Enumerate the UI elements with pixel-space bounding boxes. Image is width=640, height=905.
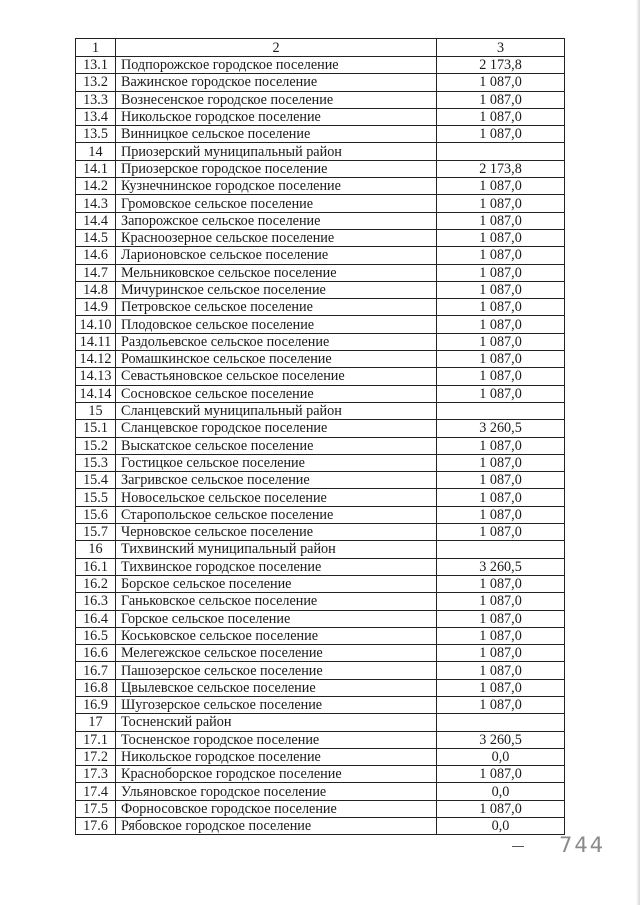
table-row	[76, 420, 565, 437]
row-name: Приозерский муниципальный район	[116, 143, 437, 160]
table-row	[76, 627, 565, 644]
row-name: Петровское сельское поселение	[116, 299, 437, 316]
row-number: 16.5	[76, 627, 116, 644]
row-number: 14.4	[76, 212, 116, 229]
table-row	[76, 351, 565, 368]
row-value: 1 087,0	[437, 91, 565, 108]
header-col-2: 2	[116, 39, 437, 57]
row-name: Запорожское сельское поселение	[116, 212, 437, 229]
row-number: 14.7	[76, 264, 116, 281]
row-number: 14.3	[76, 195, 116, 212]
row-name: Кузнечнинское городское поселение	[116, 178, 437, 195]
row-value: 1 087,0	[437, 316, 565, 333]
table-row	[76, 437, 565, 454]
table-header-row	[76, 39, 565, 57]
row-value	[437, 402, 565, 419]
scan-page-edge	[636, 0, 640, 905]
row-value: 1 087,0	[437, 696, 565, 713]
row-number: 16.2	[76, 575, 116, 592]
table-row	[76, 506, 565, 523]
row-number: 13.1	[76, 57, 116, 74]
table-row	[76, 178, 565, 195]
row-name: Ромашкинское сельское поселение	[116, 351, 437, 368]
table-row	[76, 108, 565, 125]
row-number: 14.1	[76, 160, 116, 177]
table-row	[76, 368, 565, 385]
row-name: Тихвинское городское поселение	[116, 558, 437, 575]
page-number-stamp: 744	[559, 833, 606, 857]
table-row	[76, 385, 565, 402]
row-name: Ларионовское сельское поселение	[116, 247, 437, 264]
row-value: 0,0	[437, 748, 565, 765]
table-row	[76, 299, 565, 316]
table-group-row	[76, 714, 565, 731]
header-col-3: 3	[437, 39, 565, 57]
row-number: 15.2	[76, 437, 116, 454]
table-row	[76, 333, 565, 350]
row-value: 1 087,0	[437, 385, 565, 402]
row-name: Тосненское городское поселение	[116, 731, 437, 748]
row-name: Важинское городское поселение	[116, 74, 437, 91]
row-name: Горское сельское поселение	[116, 610, 437, 627]
table-row	[76, 126, 565, 143]
row-value: 1 087,0	[437, 800, 565, 817]
row-name: Ульяновское городское поселение	[116, 783, 437, 800]
row-value: 1 087,0	[437, 593, 565, 610]
row-value: 1 087,0	[437, 645, 565, 662]
row-name: Старопольское сельское поселение	[116, 506, 437, 523]
row-number: 16.6	[76, 645, 116, 662]
table-row	[76, 731, 565, 748]
row-number: 15.1	[76, 420, 116, 437]
row-number: 16.9	[76, 696, 116, 713]
table-row	[76, 247, 565, 264]
row-name: Форносовское городское поселение	[116, 800, 437, 817]
row-name: Вознесенское городское поселение	[116, 91, 437, 108]
row-value: 1 087,0	[437, 610, 565, 627]
row-number: 17.6	[76, 818, 116, 835]
row-value: 1 087,0	[437, 766, 565, 783]
row-value: 1 087,0	[437, 333, 565, 350]
table-row	[76, 766, 565, 783]
row-name: Красноборское городское поселение	[116, 766, 437, 783]
table-row	[76, 316, 565, 333]
table-row	[76, 454, 565, 471]
row-name: Борское сельское поселение	[116, 575, 437, 592]
row-value: 1 087,0	[437, 472, 565, 489]
row-value: 1 087,0	[437, 506, 565, 523]
row-number: 16	[76, 541, 116, 558]
row-number: 17.4	[76, 783, 116, 800]
row-name: Шугозерское сельское поселение	[116, 696, 437, 713]
table-row	[76, 818, 565, 835]
row-name: Тосненский район	[116, 714, 437, 731]
row-number: 14.11	[76, 333, 116, 350]
row-number: 14.9	[76, 299, 116, 316]
row-value: 3 260,5	[437, 731, 565, 748]
allocation-table	[75, 38, 565, 835]
row-number: 15.6	[76, 506, 116, 523]
row-value: 1 087,0	[437, 108, 565, 125]
table-row	[76, 91, 565, 108]
row-number: 16.4	[76, 610, 116, 627]
row-name: Рябовское городское поселение	[116, 818, 437, 835]
row-name: Никольское городское поселение	[116, 108, 437, 125]
table-row	[76, 212, 565, 229]
table-row	[76, 679, 565, 696]
row-value: 1 087,0	[437, 178, 565, 195]
row-name: Севастьяновское сельское поселение	[116, 368, 437, 385]
table-row	[76, 610, 565, 627]
table-row	[76, 524, 565, 541]
footer-dash	[512, 846, 524, 847]
row-number: 14.5	[76, 229, 116, 246]
row-number: 13.3	[76, 91, 116, 108]
table-row	[76, 229, 565, 246]
row-number: 14	[76, 143, 116, 160]
row-number: 17.5	[76, 800, 116, 817]
row-name: Красноозерное сельское поселение	[116, 229, 437, 246]
row-value: 1 087,0	[437, 195, 565, 212]
row-name: Сланцевское городское поселение	[116, 420, 437, 437]
row-number: 16.7	[76, 662, 116, 679]
row-name: Коськовское сельское поселение	[116, 627, 437, 644]
row-value: 1 087,0	[437, 299, 565, 316]
table-row	[76, 783, 565, 800]
row-number: 14.8	[76, 281, 116, 298]
table-group-row	[76, 541, 565, 558]
row-name: Раздольевское сельское поселение	[116, 333, 437, 350]
row-value: 2 173,8	[437, 160, 565, 177]
row-name: Никольское городское поселение	[116, 748, 437, 765]
row-name: Загривское сельское поселение	[116, 472, 437, 489]
row-value: 3 260,5	[437, 420, 565, 437]
row-value: 2 173,8	[437, 57, 565, 74]
table-row	[76, 264, 565, 281]
row-value: 1 087,0	[437, 212, 565, 229]
table-row	[76, 696, 565, 713]
row-value: 1 087,0	[437, 247, 565, 264]
row-number: 15	[76, 402, 116, 419]
row-value: 1 087,0	[437, 351, 565, 368]
row-value	[437, 143, 565, 160]
row-number: 14.13	[76, 368, 116, 385]
row-number: 17.1	[76, 731, 116, 748]
row-number: 15.7	[76, 524, 116, 541]
table-group-row	[76, 402, 565, 419]
row-number: 14.12	[76, 351, 116, 368]
row-number: 16.1	[76, 558, 116, 575]
row-number: 13.4	[76, 108, 116, 125]
row-value: 1 087,0	[437, 575, 565, 592]
row-number: 14.6	[76, 247, 116, 264]
row-value: 1 087,0	[437, 368, 565, 385]
row-name: Громовское сельское поселение	[116, 195, 437, 212]
row-number: 15.4	[76, 472, 116, 489]
table-row	[76, 489, 565, 506]
row-value: 1 087,0	[437, 524, 565, 541]
row-value: 1 087,0	[437, 627, 565, 644]
row-name: Мельниковское сельское поселение	[116, 264, 437, 281]
row-value: 1 087,0	[437, 662, 565, 679]
row-name: Приозерское городское поселение	[116, 160, 437, 177]
table-group-row	[76, 143, 565, 160]
row-number: 14.14	[76, 385, 116, 402]
row-value: 1 087,0	[437, 281, 565, 298]
table-row	[76, 195, 565, 212]
row-number: 14.2	[76, 178, 116, 195]
row-name: Гостицкое сельское поселение	[116, 454, 437, 471]
table-row	[76, 748, 565, 765]
table-body	[76, 39, 565, 835]
table-row	[76, 74, 565, 91]
row-value	[437, 714, 565, 731]
header-col-1: 1	[76, 39, 116, 57]
table-row	[76, 57, 565, 74]
table-row	[76, 645, 565, 662]
row-value: 1 087,0	[437, 126, 565, 143]
row-name: Тихвинский муниципальный район	[116, 541, 437, 558]
row-name: Черновское сельское поселение	[116, 524, 437, 541]
row-value: 1 087,0	[437, 437, 565, 454]
row-number: 15.5	[76, 489, 116, 506]
table-row	[76, 558, 565, 575]
row-value: 1 087,0	[437, 489, 565, 506]
row-value	[437, 541, 565, 558]
row-value: 1 087,0	[437, 229, 565, 246]
row-value: 3 260,5	[437, 558, 565, 575]
table-row	[76, 662, 565, 679]
row-value: 1 087,0	[437, 74, 565, 91]
row-name: Сланцевский муниципальный район	[116, 402, 437, 419]
row-number: 14.10	[76, 316, 116, 333]
row-name: Новосельское сельское поселение	[116, 489, 437, 506]
table-row	[76, 160, 565, 177]
table-row	[76, 281, 565, 298]
row-value: 0,0	[437, 818, 565, 835]
row-name: Мелегежское сельское поселение	[116, 645, 437, 662]
row-name: Ганьковское сельское поселение	[116, 593, 437, 610]
row-number: 17.3	[76, 766, 116, 783]
table-row	[76, 800, 565, 817]
row-name: Выскатское сельское поселение	[116, 437, 437, 454]
row-name: Плодовское сельское поселение	[116, 316, 437, 333]
row-value: 1 087,0	[437, 454, 565, 471]
row-name: Сосновское сельское поселение	[116, 385, 437, 402]
row-number: 16.3	[76, 593, 116, 610]
row-name: Мичуринское сельское поселение	[116, 281, 437, 298]
row-name: Винницкое сельское поселение	[116, 126, 437, 143]
row-name: Пашозерское сельское поселение	[116, 662, 437, 679]
row-name: Подпорожское городское поселение	[116, 57, 437, 74]
row-number: 17	[76, 714, 116, 731]
table-row	[76, 472, 565, 489]
row-value: 1 087,0	[437, 264, 565, 281]
table-row	[76, 593, 565, 610]
row-value: 1 087,0	[437, 679, 565, 696]
row-value: 0,0	[437, 783, 565, 800]
row-number: 13.5	[76, 126, 116, 143]
row-number: 13.2	[76, 74, 116, 91]
row-number: 17.2	[76, 748, 116, 765]
row-number: 15.3	[76, 454, 116, 471]
row-number: 16.8	[76, 679, 116, 696]
table-row	[76, 575, 565, 592]
row-name: Цвылевское сельское поселение	[116, 679, 437, 696]
